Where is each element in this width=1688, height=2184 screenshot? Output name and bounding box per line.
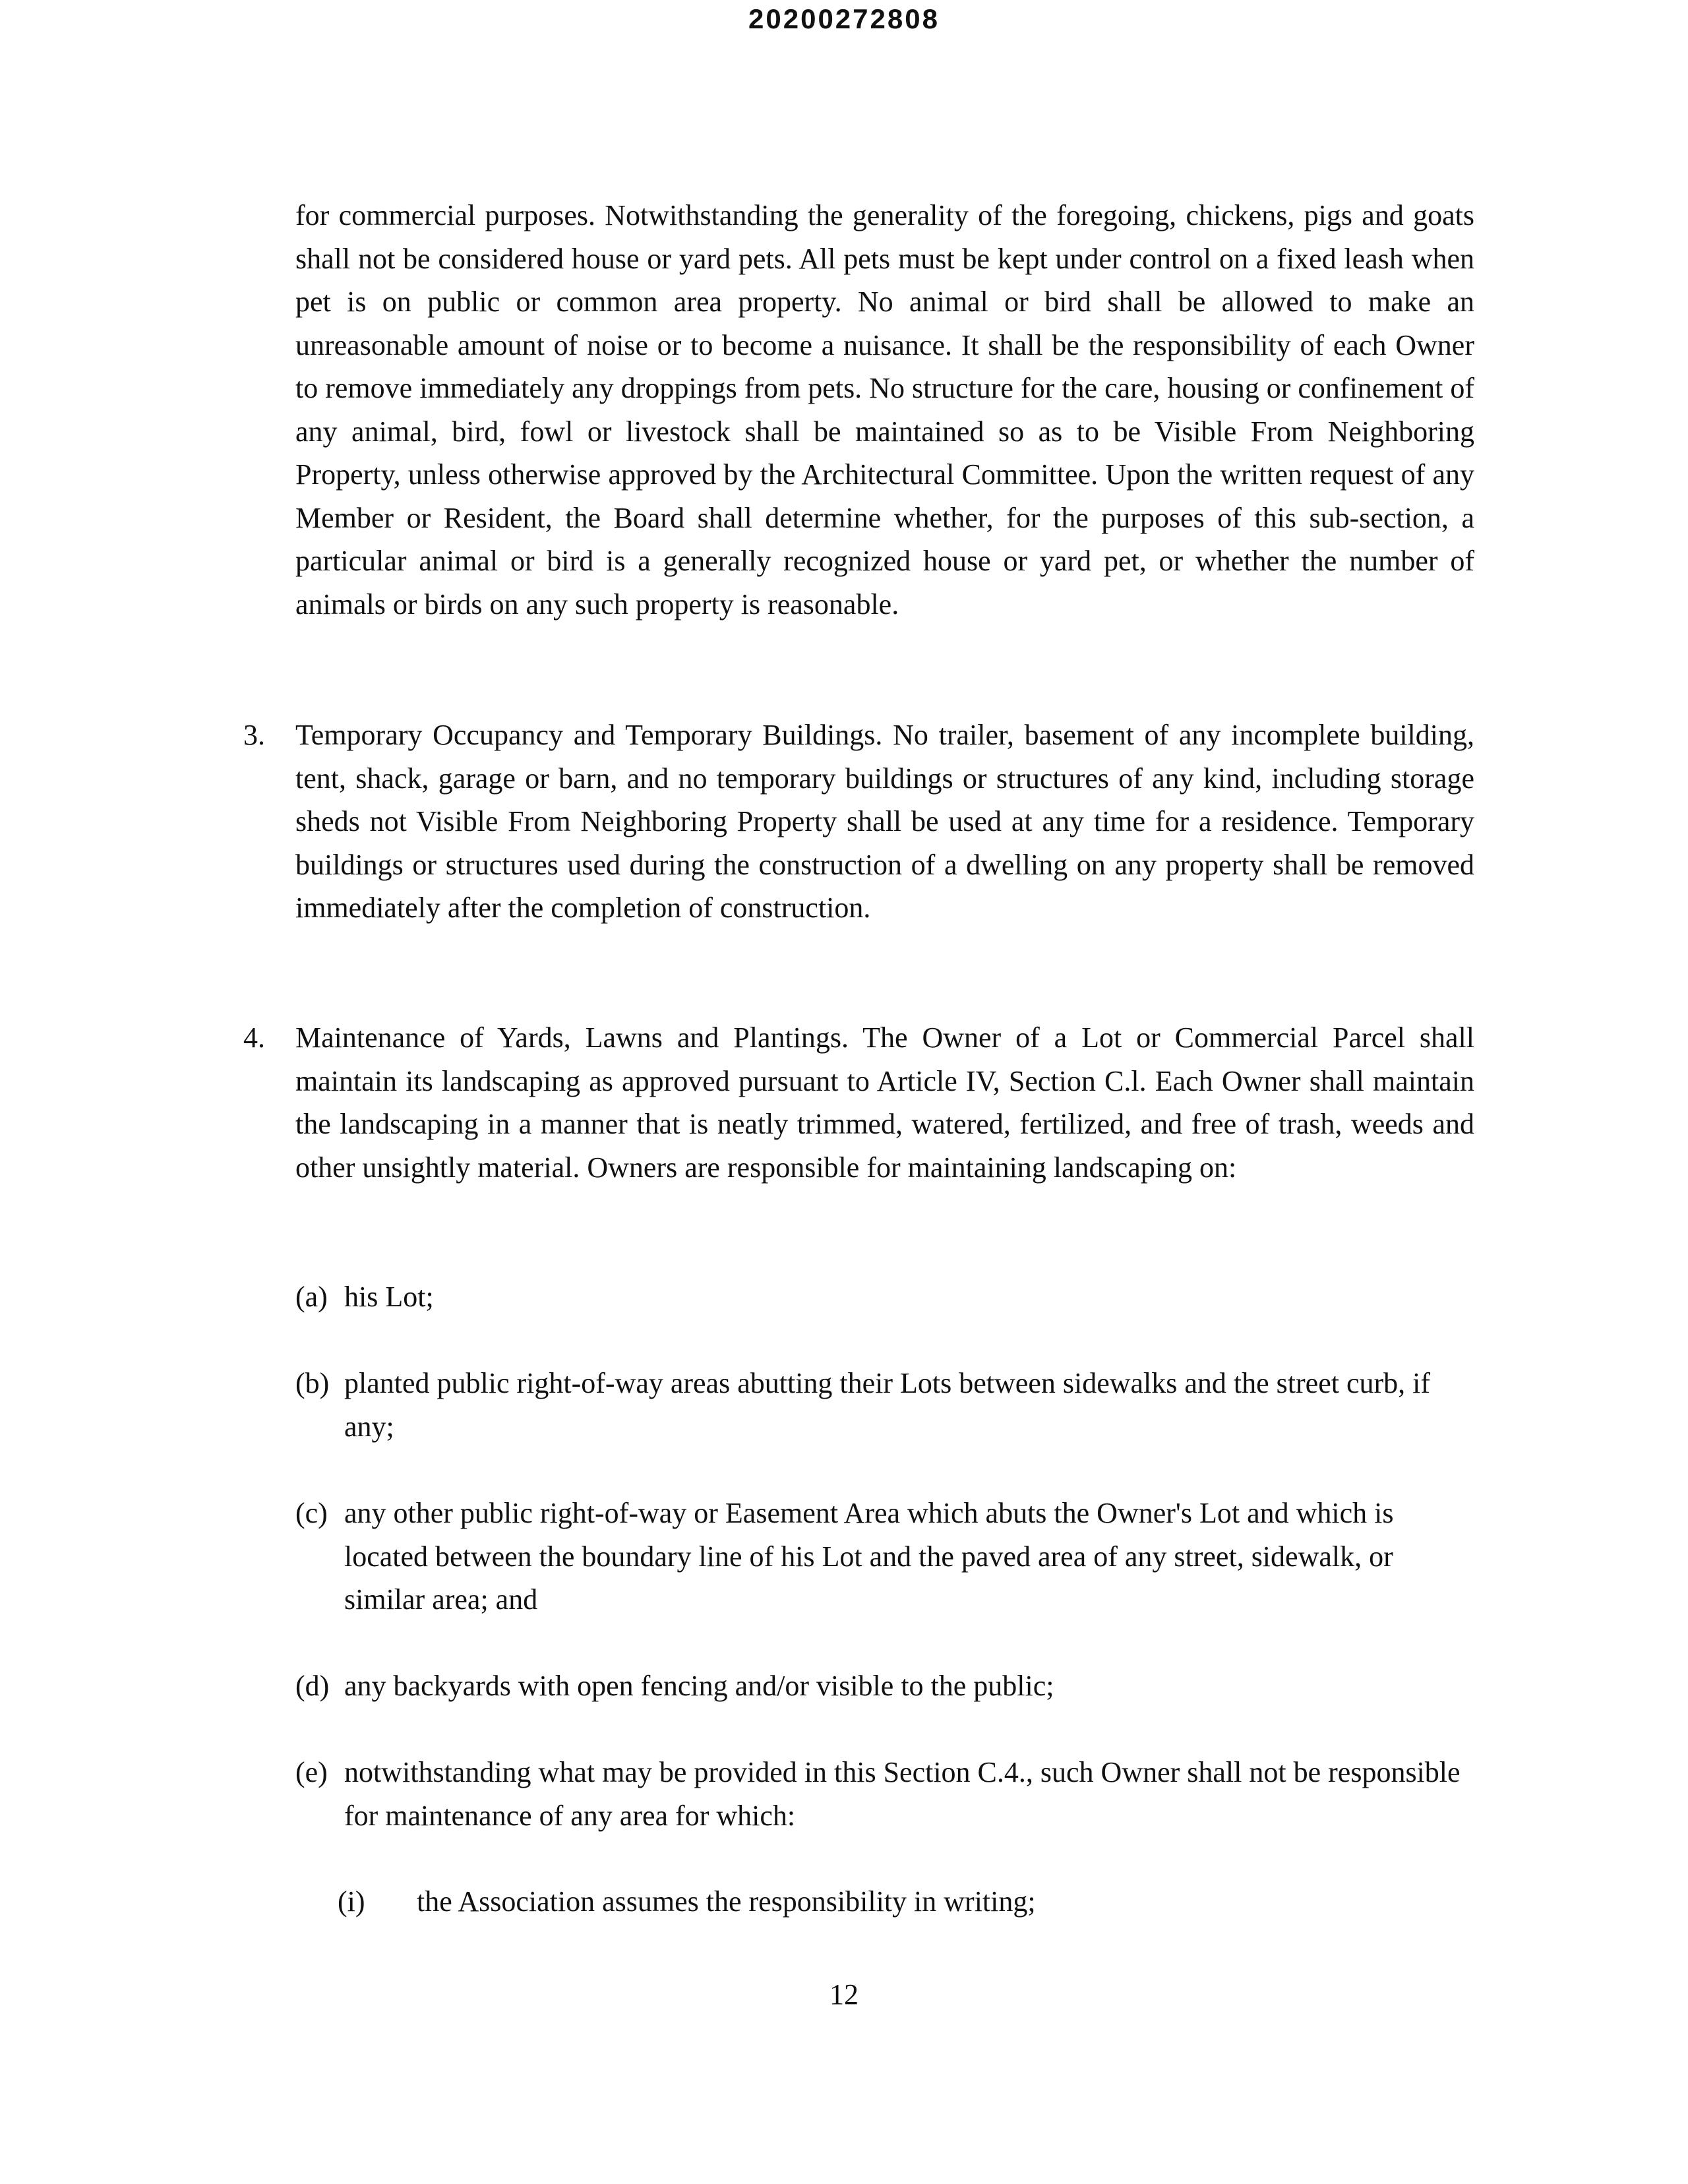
section-temporary-occupancy: Temporary Occupancy and Temporary Buildings. No trailer, basement of any incomplete building, tent, shack, garage or barn, and no temporary buildings or structures of any kind, including storage sheds not Visible From Neighboring Property shall be used at any time for a residence. Temporary buildings or structures used during the construction of a dwelling on any property shall be removed immediately after the completion of construction. [295, 719, 1474, 924]
subitem-text-c: any other public right-of-way or Easement Area which abuts the Owner's Lot and which is located between the boundary line of his Lot and the paved area of any street, sidewalk, or similar area; and [344, 1497, 1394, 1616]
continued-paragraph: for commercial purposes. Notwithstanding the generality of the foregoing, chickens, pigs and goats shall not be considered house or yard pets. All pets must be kept under control on a fixed leash when pet is on public or common area property. No animal or bird shall be allowed to make an unreasonable amount of noise or to become a nuisance. It shall be the responsibility of each Owner to remove immediately any droppings from pets. No structure for the care, housing or confinement of any animal, bird, fowl or livestock shall be maintained so as to be Visible From Neighboring Property, unless otherwise approved by the Architectural Committee. Upon the written request of any Member or Resident, the Board shall determine whether, for the purposes of this sub-section, a particular animal or bird is a generally recognized house or yard pet, or whether the number of animals or birds on any such property is reasonable. [295, 199, 1474, 621]
item-number-3: 3. [243, 719, 265, 751]
subitem-label-a: (a) [295, 1281, 328, 1313]
document-number: 20200272808 [748, 3, 940, 34]
section-maintenance-yards: Maintenance of Yards, Lawns and Plantings. The Owner of a Lot or Commercial Parcel shall maintain its landscaping as approved pursuant to Article IV, Section C.l. Each Owner shall maintain the landscaping in a manner that is neatly trimmed, watered, fertilized, and free of trash, weeds and other unsightly material. Owners are responsible for maintaining landscaping on: [295, 1021, 1474, 1184]
subitem-label-b: (b) [295, 1367, 330, 1399]
subitem-label-e: (e) [295, 1756, 328, 1788]
subitem-text-d: any backyards with open fencing and/or visible to the public; [344, 1670, 1054, 1702]
subitem-text-a: his Lot; [344, 1281, 434, 1313]
subsubitem-label-i: (i) [338, 1885, 365, 1918]
subsubitem-text-i: the Association assumes the responsibility in writing; [417, 1885, 1036, 1918]
subitem-label-c: (c) [295, 1497, 328, 1529]
page-number: 12 [829, 1978, 859, 2011]
subitem-text-b: planted public right-of-way areas abutting their Lots between sidewalks and the street curb, if any; [344, 1367, 1431, 1443]
subitem-label-d: (d) [295, 1670, 330, 1702]
subitem-text-e: notwithstanding what may be provided in this Section C.4., such Owner shall not be responsible for maintenance of any area for which: [344, 1756, 1461, 1832]
item-number-4: 4. [243, 1021, 265, 1054]
